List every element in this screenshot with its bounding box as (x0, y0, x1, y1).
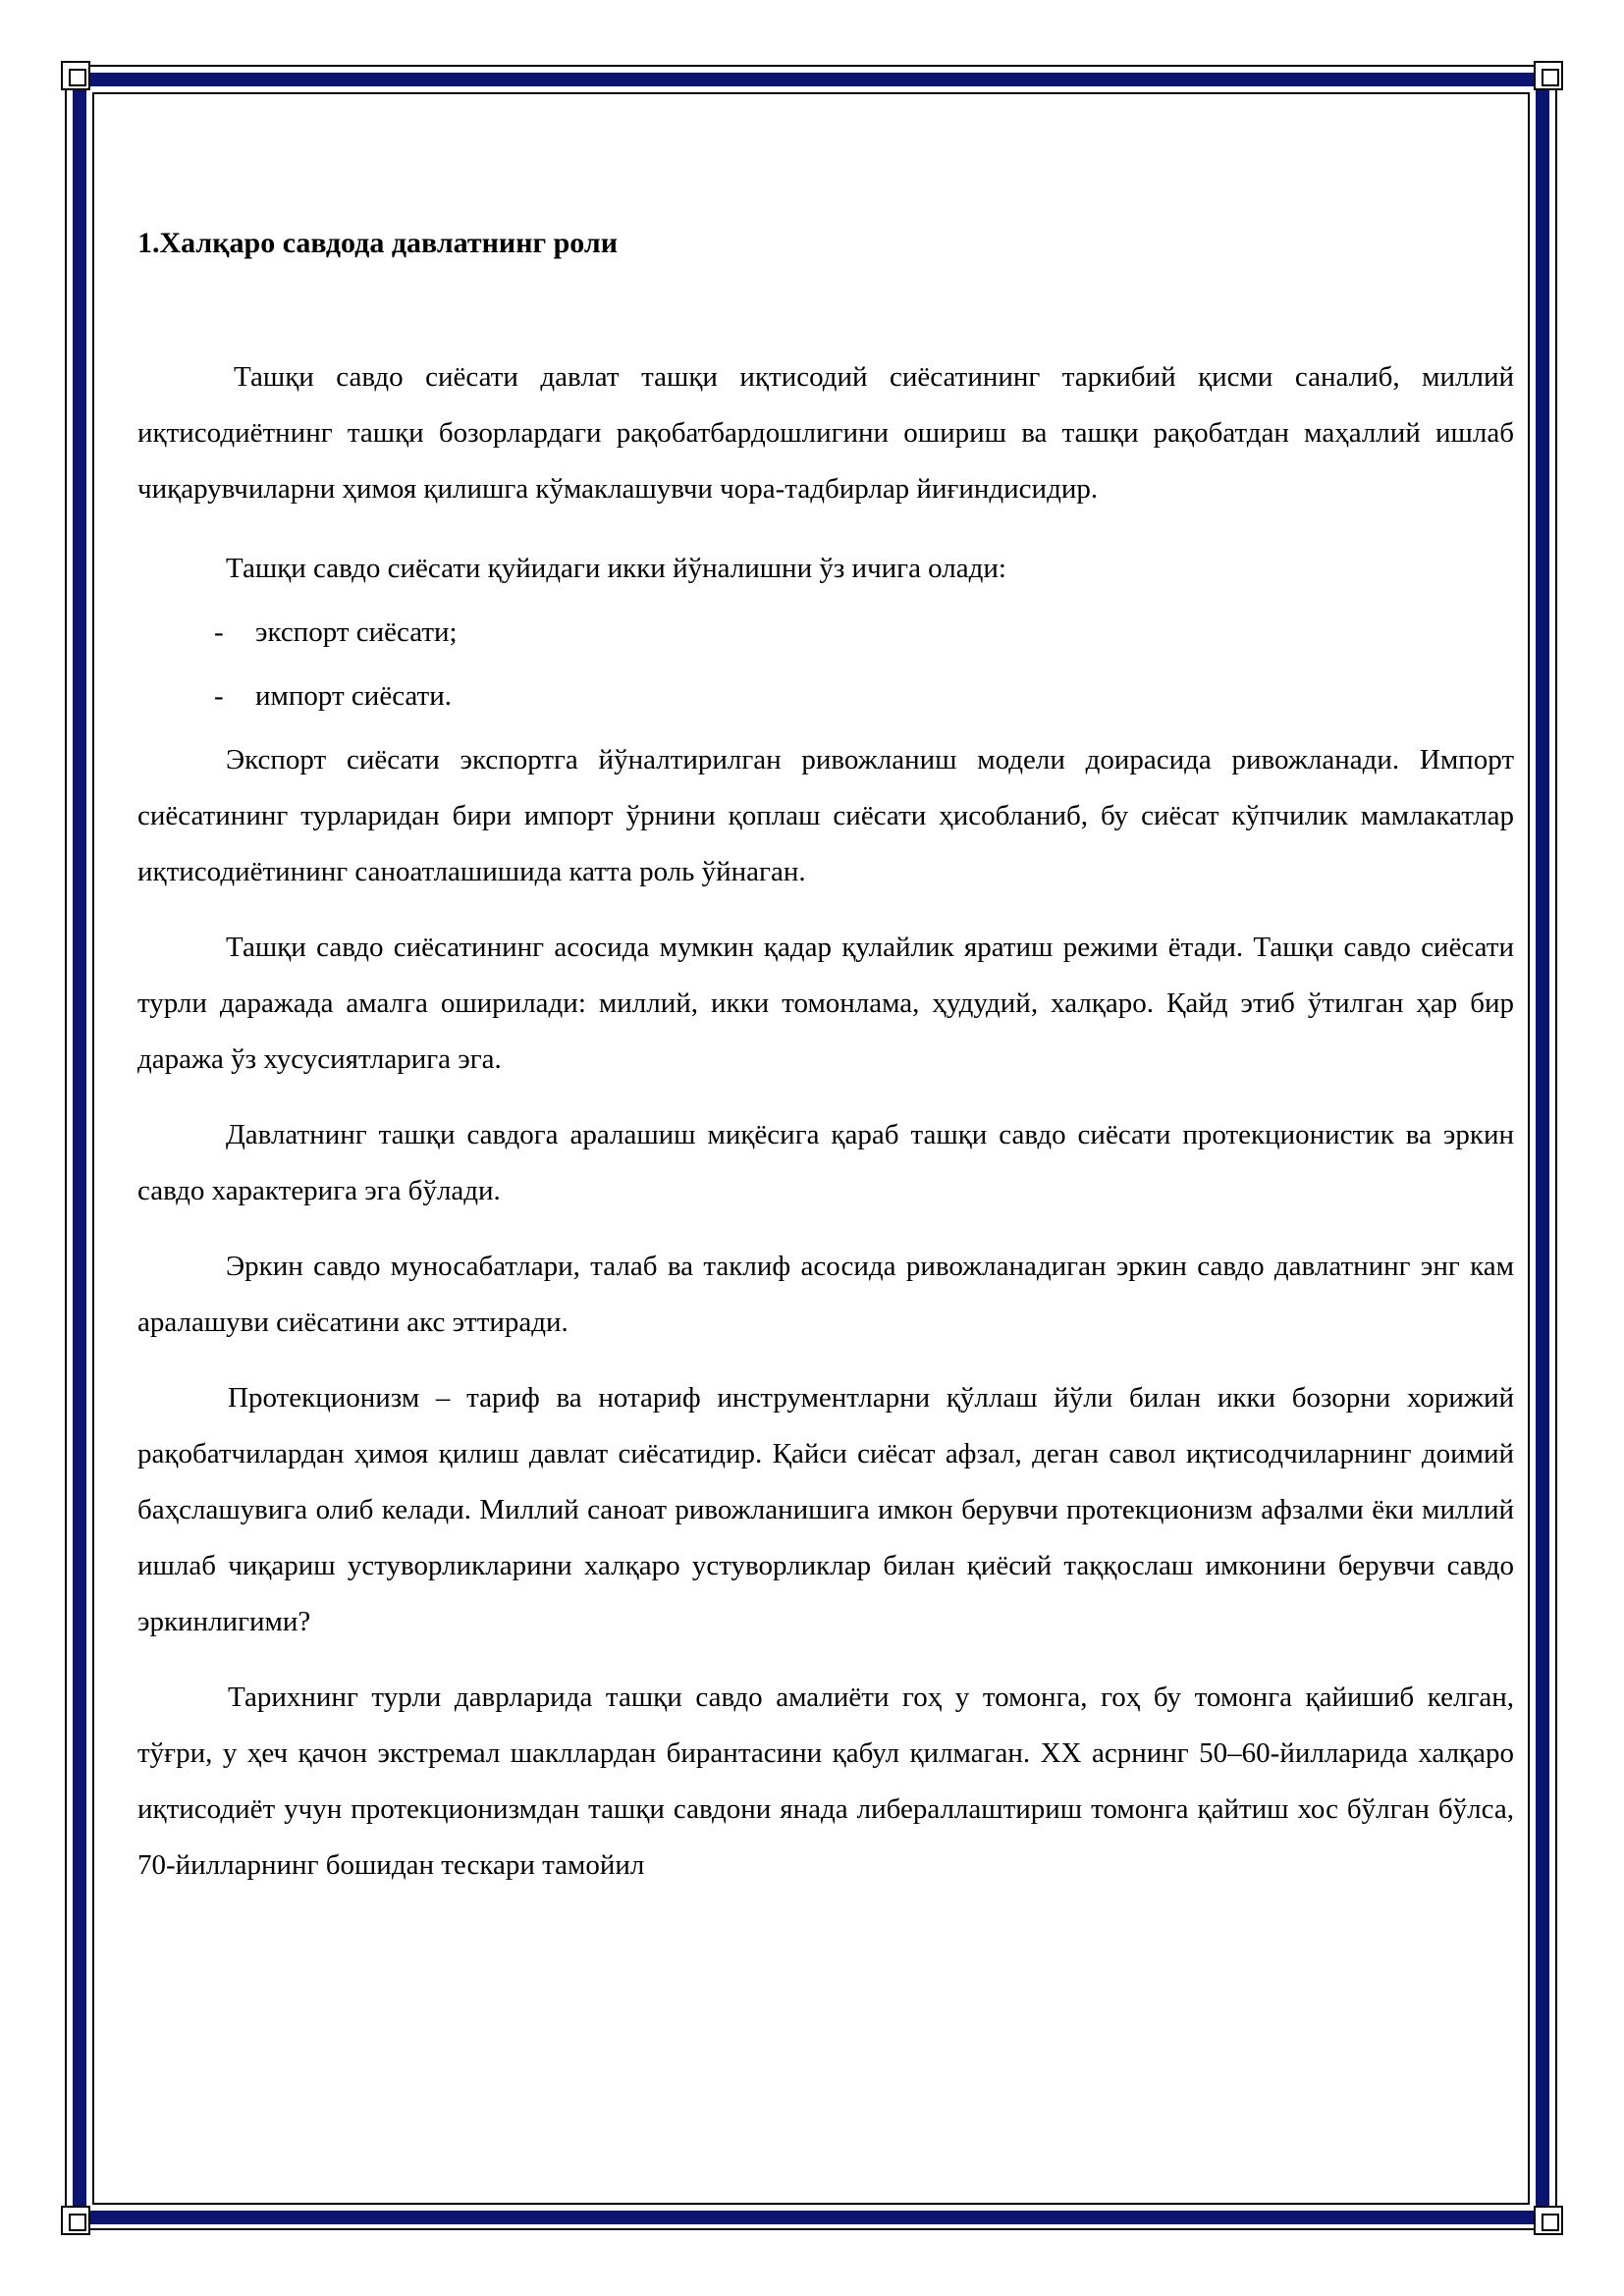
bullet-marker: - (214, 616, 224, 648)
list-item-text: экспорт сиёсати; (255, 616, 458, 648)
paragraph: Ташқи савдо сиёсати қуйидаги икки йўналишни ўз ичига олади: (226, 553, 1006, 584)
section-heading: 1.Халқаро савдода давлатнинг роли (137, 227, 619, 259)
paragraph: Тарихнинг турли даврларида ташқи савдо амалиёти гоҳ у томонга, гоҳ бу томонга қайишиб келган, тўғри, у ҳеч қачон экстремал шакллардан бирантасини қабул қилмаган. XX асрнинг 50–60-йилларида халқаро иқтисодиёт учун протекционизмдан ташқи савдони янада либераллаштириш томонга қайтиш хос бўлган бўлса, 70-йилларнинг бошидан тескари тамойил (137, 1682, 1514, 1881)
bullet-marker: - (214, 680, 224, 712)
paragraph: Экспорт сиёсати экспортга йўналтирилган ривожланиш модели доирасида ривожланади. Импорт сиёсатининг турларидан бири импорт ўрнини қоплаш сиёсати ҳисобланиб, бу сиёсат кўпчилик мамлакатлар иқтисодиётининг саноатлашишида катта роль ўйнаган. (137, 744, 1514, 887)
frame-corner-ornament (61, 2206, 90, 2235)
paragraph: Ташқи савдо сиёсатининг асосида мумкин қадар қулайлик яратиш режими ётади. Ташқи савдо сиёсати турли даражада амалга оширилади: миллий, икки томонлама, ҳудудий, халқаро. Қайд этиб ўтилган ҳар бир даража ўз хусусиятларига эга. (137, 932, 1514, 1075)
paragraph: Эркин савдо муносабатлари, талаб ва таклиф асосида ривожланадиган эркин савдо давлатнинг энг кам аралашуви сиёсатини акс эттиради. (137, 1251, 1514, 1338)
list-item (137, 668, 1514, 724)
list-item-text: импорт сиёсати. (255, 680, 452, 712)
frame-corner-ornament (61, 61, 90, 90)
document-body (137, 224, 1514, 1894)
paragraph: Протекционизм – тариф ва нотариф инструментларни қўллаш йўли билан икки бозорни хорижий рақобатчилардан ҳимоя қилиш давлат сиёсатидир. Қайси сиёсат афзал, деган савол иқтисодчиларнинг доимий баҳслашувига олиб келади. Миллий саноат ривожланишига имкон берувчи протекционизм афзалми ёки миллий ишлаб чиқариш устуворликларини халқаро устуворликлар билан қиёсий таққослаш имконини берувчи савдо эркинлигими? (137, 1382, 1514, 1637)
paragraph: Ташқи савдо сиёсати давлат ташқи иқтисодий сиёсатининг таркибий қисми саналиб, миллий иқтисодиётнинг ташқи бозорлардаги рақобатбардошлигини ошириш ва ташқи рақобатдан маҳаллий ишлаб чиқарувчиларни ҳимоя қилишга кўмаклашувчи чора-тадбирлар йиғиндисидир. (137, 361, 1514, 505)
list-item (137, 605, 1514, 661)
frame-corner-ornament (1534, 2206, 1563, 2235)
frame-corner-ornament (1534, 61, 1563, 90)
paragraph: Давлатнинг ташқи савдога аралашиш миқёсига қараб ташқи савдо сиёсати протекционистик ва эркин савдо характерига эга бўлади. (137, 1119, 1514, 1206)
